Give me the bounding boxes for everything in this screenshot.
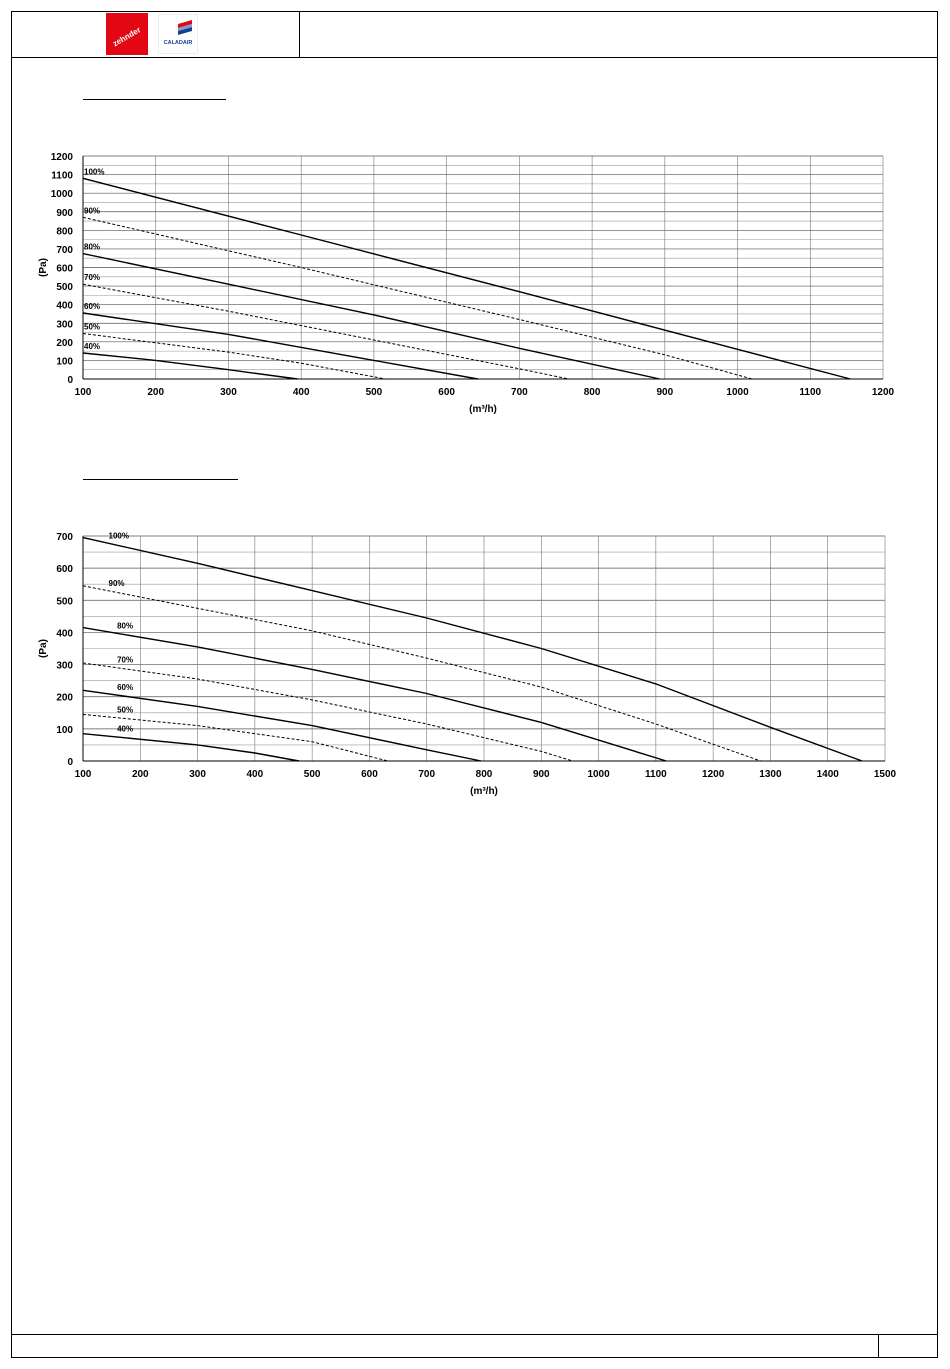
x-tick-label: 200 — [131, 769, 149, 780]
series-line-80pct — [83, 628, 666, 761]
series-line-60pct — [83, 690, 481, 761]
y-tick-label: 500 — [56, 596, 73, 608]
y-tick-label: 800 — [56, 226, 73, 238]
y-tick-label: 1200 — [50, 152, 73, 163]
series-label: 60% — [84, 302, 101, 312]
y-tick-label: 500 — [56, 282, 73, 294]
x-tick-label: 1100 — [645, 769, 667, 780]
x-tick-label: 600 — [438, 387, 455, 398]
series-label: 100% — [84, 167, 105, 177]
y-tick-label: 400 — [56, 300, 73, 312]
y-tick-label: 700 — [56, 244, 73, 256]
x-tick-label: 300 — [220, 387, 237, 398]
series-line-90pct — [83, 586, 761, 761]
x-tick-label: 400 — [246, 769, 264, 780]
y-tick-label: 900 — [56, 207, 73, 219]
x-tick-label: 400 — [292, 387, 310, 398]
series-label: 70% — [84, 273, 101, 283]
series-label: 90% — [108, 579, 125, 589]
x-tick-label: 1000 — [726, 387, 749, 398]
y-axis-label: (Pa) — [38, 639, 49, 658]
y-tick-label: 300 — [56, 660, 73, 672]
x-tick-label: 500 — [303, 769, 321, 780]
x-tick-label: 100 — [74, 769, 92, 780]
y-tick-label: 1100 — [51, 170, 73, 182]
x-axis-label: (m³/h) — [470, 786, 498, 797]
y-tick-label: 700 — [56, 532, 73, 543]
y-tick-label: 200 — [56, 337, 73, 349]
series-line-100pct — [83, 538, 862, 761]
series-label: 50% — [117, 705, 134, 715]
series-label: 90% — [84, 206, 101, 216]
x-tick-label: 600 — [361, 769, 378, 780]
x-tick-label: 900 — [656, 387, 674, 398]
svg-text:CALADAIR: CALADAIR — [163, 40, 193, 46]
x-tick-label: 1200 — [871, 387, 895, 398]
x-tick-label: 800 — [475, 769, 493, 780]
x-tick-label: 1500 — [873, 769, 897, 780]
x-tick-label: 700 — [418, 769, 436, 780]
y-tick-label: 0 — [67, 375, 73, 386]
x-tick-label: 1400 — [816, 769, 839, 780]
x-tick-label: 1200 — [702, 769, 725, 780]
series-label: 50% — [84, 322, 101, 332]
x-tick-label: 300 — [189, 769, 206, 780]
x-tick-label: 500 — [365, 387, 383, 398]
x-tick-label: 200 — [147, 387, 165, 398]
series-label: 100% — [108, 531, 129, 541]
x-tick-label: 800 — [583, 387, 601, 398]
y-tick-label: 400 — [56, 628, 73, 640]
x-tick-label: 1300 — [759, 769, 782, 780]
series-label: 80% — [117, 621, 134, 631]
series-label: 60% — [117, 682, 134, 692]
series-label: 70% — [117, 655, 134, 665]
y-tick-label: 600 — [56, 263, 73, 275]
y-tick-label: 100 — [56, 724, 73, 736]
series-label: 80% — [84, 242, 101, 252]
series-line-40pct — [83, 734, 299, 761]
y-tick-label: 300 — [56, 319, 73, 331]
series-label: 40% — [117, 724, 134, 734]
y-tick-label: 0 — [67, 757, 73, 768]
y-tick-label: 1000 — [50, 189, 73, 201]
x-tick-label: 100 — [74, 387, 92, 398]
x-tick-label: 900 — [532, 769, 550, 780]
x-tick-label: 700 — [511, 387, 528, 398]
x-tick-label: 1000 — [587, 769, 610, 780]
svg-text:zehnder: zehnder — [111, 25, 143, 49]
x-axis-label: (m³/h) — [469, 404, 497, 415]
series-label: 40% — [84, 341, 101, 351]
y-tick-label: 100 — [56, 356, 73, 368]
x-tick-label: 1100 — [799, 387, 822, 398]
y-tick-label: 200 — [56, 692, 73, 704]
y-tick-label: 600 — [56, 564, 73, 576]
y-axis-label: (Pa) — [38, 258, 49, 277]
